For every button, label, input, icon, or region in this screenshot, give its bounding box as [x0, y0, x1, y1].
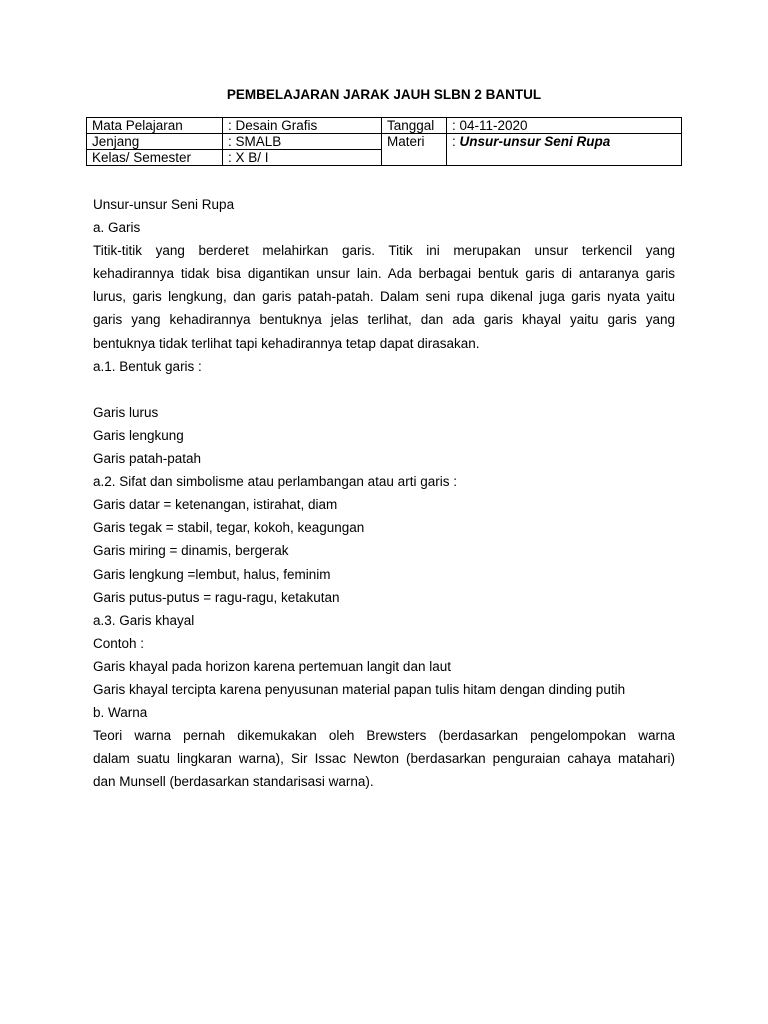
subsection-garis: a. Garis [93, 220, 141, 236]
list-item: Garis lengkung =lembut, halus, feminim [93, 566, 331, 582]
list-item: Garis patah-patah [93, 451, 202, 467]
kelas-label: Kelas/ Semester [87, 150, 223, 166]
contoh-label: Contoh : [93, 635, 145, 651]
mapel-label: Mata Pelajaran [87, 118, 223, 134]
list-item: Garis putus-putus = ragu-ragu, ketakutan [93, 589, 340, 605]
subsection-bentuk-garis: a.1. Bentuk garis : [93, 358, 202, 374]
mapel-value: : Desain Grafis [223, 118, 382, 134]
jenjang-value: : SMALB [223, 134, 382, 150]
paragraph-line: dan Munsell (berdasarkan standarisasi warna). [93, 774, 374, 790]
materi-label: Materi [382, 134, 447, 166]
jenjang-label: Jenjang [87, 134, 223, 150]
section-heading: Unsur-unsur Seni Rupa [93, 197, 235, 212]
materi-value: Unsur-unsur Seni Rupa [459, 134, 611, 149]
tanggal-value: : 04-11-2020 [447, 118, 682, 134]
subsection-garis-khayal: a.3. Garis khayal [93, 612, 195, 628]
paragraph-line: garis yang kehadirannya bentuknya jelas terlihat, dan ada garis khayal yaitu garis yang [93, 312, 675, 328]
table-row [87, 134, 682, 150]
paragraph-line: lurus, garis lengkung, dan garis patah-patah. Dalam seni rupa dikenal juga garis nyata yaitu [93, 289, 675, 305]
subsection-warna: b. Warna [93, 705, 148, 721]
list-item: Garis khayal pada horizon karena pertemuan langit dan laut [93, 658, 451, 674]
document-title: PEMBELAJARAN JARAK JAUH SLBN 2 BANTUL [226, 87, 542, 102]
document-body [93, 193, 675, 793]
paragraph-line: Teori warna pernah dikemukakan oleh Brewsters (berdasarkan pengelompokan warna [93, 728, 675, 744]
tanggal-label: Tanggal [382, 118, 447, 134]
info-table [86, 117, 682, 166]
paragraph-line: bentuknya tidak terlihat tapi kehadirannya tetap dapat dirasakan. [93, 335, 480, 351]
list-item: Garis lengkung [93, 427, 184, 443]
paragraph-line: kehadirannya tidak bisa digantikan unsur lain. Ada berbagai bentuk garis di antaranya garis [93, 266, 675, 282]
list-item: Garis tegak = stabil, tegar, kokoh, keagungan [93, 520, 365, 536]
list-item: Garis lurus [93, 404, 159, 420]
kelas-value: : X B/ I [223, 150, 382, 166]
materi-colon: : [452, 134, 460, 149]
materi-cell [447, 134, 682, 166]
paragraph-line: dalam suatu lingkaran warna), Sir Issac Newton (berdasarkan penguraian cahaya matahari) [93, 751, 675, 767]
list-item: Garis datar = ketenangan, istirahat, diam [93, 497, 338, 513]
blank-line [93, 378, 675, 401]
table-row [87, 118, 682, 134]
list-item: Garis khayal tercipta karena penyusunan material papan tulis hitam dengan dinding putih [93, 681, 626, 697]
list-item: Garis miring = dinamis, bergerak [93, 543, 289, 559]
paragraph-line: Titik-titik yang berderet melahirkan garis. Titik ini merupakan unsur terkencil yang [93, 243, 675, 259]
subsection-sifat-garis: a.2. Sifat dan simbolisme atau perlambangan atau arti garis : [93, 474, 457, 490]
